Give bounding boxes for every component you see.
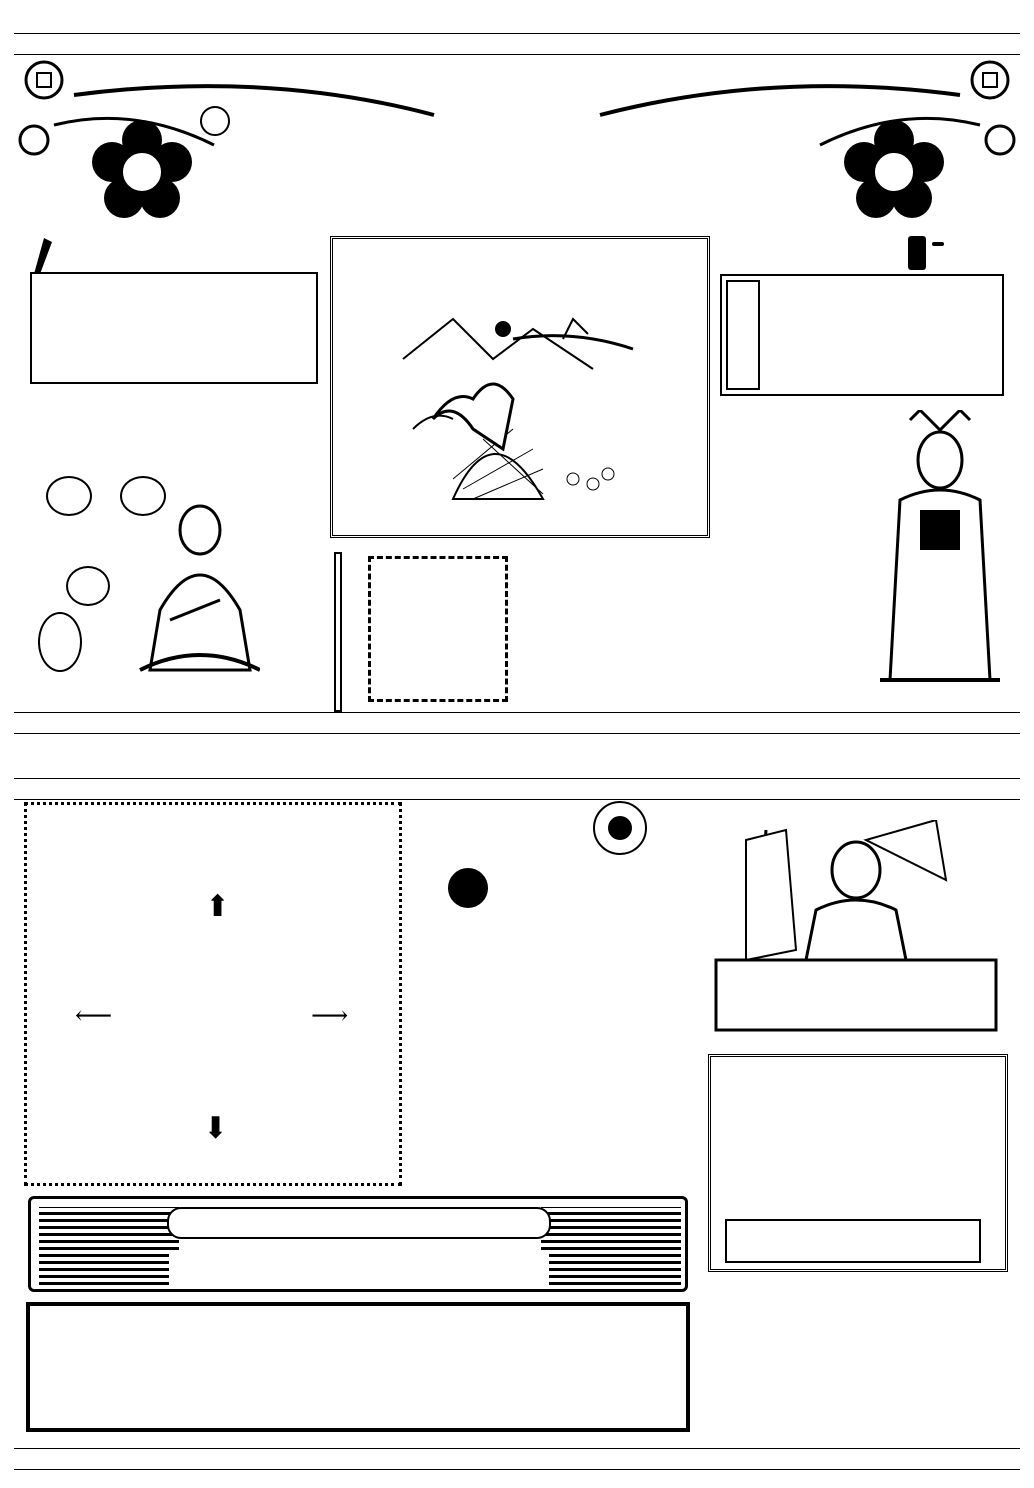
corner-wongtaisin <box>38 612 82 672</box>
ten-codes-list <box>169 1251 549 1285</box>
zodiac-box <box>26 1302 690 1432</box>
bubble-big <box>46 476 92 516</box>
left-poem-box <box>30 272 318 384</box>
center-picture-box <box>330 236 710 538</box>
flower-left-icon <box>92 120 192 224</box>
dialogue-talk <box>448 868 488 908</box>
big-char-box <box>368 556 508 702</box>
calc-box <box>725 1219 981 1263</box>
arrow-up-icon: ⬆ <box>205 889 231 924</box>
guess-box <box>708 1054 1008 1272</box>
arrow-left-icon: ⟵ <box>75 1001 113 1031</box>
marksix-strip-3 <box>14 778 1020 800</box>
ten-codes-stripe-left <box>39 1207 179 1285</box>
sage-figure-icon <box>860 410 1000 700</box>
marksix-strip-2 <box>14 712 1020 734</box>
ten-codes-box <box>28 1196 688 1292</box>
phone-badge <box>932 242 944 246</box>
bubble-small <box>66 566 110 606</box>
bagua-poem <box>728 452 858 702</box>
number-stack <box>228 462 318 692</box>
marksix-strip-4 <box>14 1448 1020 1470</box>
fortune-teller-icon <box>706 820 1006 1040</box>
arrow-down-icon: ⬇ <box>203 1111 229 1146</box>
marksix-strip-1 <box>14 33 1020 55</box>
rooster-drawing-icon <box>393 299 653 529</box>
slogan <box>200 195 820 227</box>
right-box <box>720 274 1004 396</box>
phone-icon <box>906 232 930 276</box>
compass-box <box>24 802 402 1186</box>
ten-codes-title <box>167 1207 551 1239</box>
flower-right-icon <box>844 120 944 224</box>
arrow-right-icon: ⟶ <box>311 1001 349 1031</box>
ten-codes-stripe-right <box>541 1207 681 1285</box>
inner-label <box>726 280 760 390</box>
seal-icon <box>592 800 648 860</box>
side-vertical <box>334 552 342 712</box>
left-tag <box>200 106 230 136</box>
